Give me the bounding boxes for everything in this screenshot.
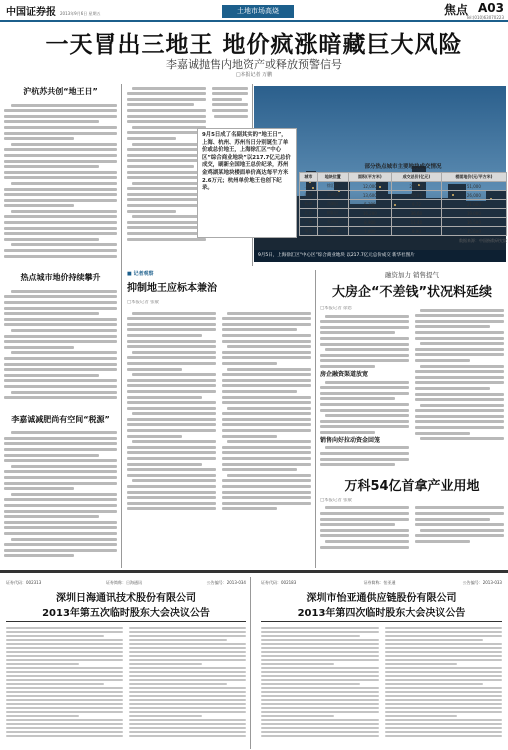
table-cell: 天河区 bbox=[317, 218, 348, 227]
table-grid bbox=[299, 172, 507, 236]
commentary-column bbox=[127, 270, 316, 568]
main-headline: 一天冒出三地王 地价疯涨暗藏巨大风险 bbox=[45, 32, 463, 58]
table-row bbox=[300, 209, 507, 218]
table-row bbox=[300, 200, 507, 209]
table-header-cell: 城市 bbox=[300, 173, 318, 182]
table-cell: 5,300 bbox=[348, 200, 391, 209]
second-article-text-b bbox=[415, 504, 504, 551]
notice-number: 公告编号：2013-033 bbox=[462, 580, 502, 585]
notice-codes bbox=[261, 580, 502, 586]
left-body-text-3 bbox=[4, 429, 117, 560]
table-cell: 11.40 bbox=[392, 218, 442, 227]
table-cell: 金鸡湖 bbox=[317, 191, 348, 200]
notice-body bbox=[6, 625, 246, 739]
right-subheading-2: 销售向好拉动资金回笼 bbox=[320, 436, 381, 444]
table-header-cell: 楼面地价(元/平方米) bbox=[441, 173, 506, 182]
notice-company-name: 深圳市怡亚通供应链股份有限公司 bbox=[306, 593, 457, 604]
middle-body-text-a bbox=[127, 84, 206, 243]
table-cell: 鼓楼区 bbox=[317, 227, 348, 236]
sub-headline: 李嘉诚抛售内地资产或释放预警信号 bbox=[166, 58, 342, 71]
notice-title: 2013年第四次临时股东大会决议公告 bbox=[297, 608, 466, 619]
table-cell: 21,000 bbox=[441, 200, 506, 209]
table-cell: 上海 bbox=[300, 182, 318, 191]
announcement-section bbox=[0, 570, 508, 750]
table-cell: 51,000 bbox=[441, 182, 506, 191]
newspaper-logo: 中国证券报 bbox=[6, 7, 56, 18]
table-cell: 西湖区 bbox=[317, 200, 348, 209]
table-cell: 8.90 bbox=[392, 227, 442, 236]
table-row bbox=[300, 227, 507, 236]
table-cell: 36.60 bbox=[392, 209, 442, 218]
stock-short-name: 证券简称：怡亚通 bbox=[363, 580, 396, 585]
table-cell: 26,000 bbox=[441, 191, 506, 200]
stock-code: 证券代码：002183 bbox=[261, 580, 297, 585]
section-name: 焦点 bbox=[443, 3, 468, 17]
right-article-kicker: 融资加力 销售提气 bbox=[384, 271, 440, 279]
table-cell: 广州 bbox=[300, 218, 318, 227]
table-cell: 20.85 bbox=[392, 191, 442, 200]
left-section-title-2: 热点城市地价持续攀升 bbox=[20, 273, 101, 283]
commentary-text-a bbox=[127, 309, 216, 513]
table-cell: 北京 bbox=[300, 209, 318, 218]
right-article-byline: □本报记者 徐恩 bbox=[320, 306, 352, 311]
land-deal-table bbox=[299, 162, 507, 250]
table-source-note: 数据来源：中国指数研究院 bbox=[459, 238, 507, 243]
table-cell: 9.72 bbox=[392, 200, 442, 209]
table-cell: 15,600 bbox=[441, 227, 506, 236]
table-row bbox=[300, 182, 507, 191]
table-cell: 16,200 bbox=[348, 209, 391, 218]
right-article-text-b bbox=[415, 306, 504, 469]
table-header-cell: 成交总价(亿元) bbox=[392, 173, 442, 182]
table-header-cell: 地块位置 bbox=[317, 173, 348, 182]
commentary-byline: □本报记者 张敏 bbox=[127, 300, 159, 305]
notice-company-name: 深圳日海通讯技术股份有限公司 bbox=[56, 593, 196, 604]
headline-byline: □本报记者 万鹏 bbox=[235, 72, 273, 78]
table-header-cell: 面积(平方米) bbox=[348, 173, 391, 182]
left-article-column bbox=[4, 84, 122, 568]
table-cell: 7,800 bbox=[348, 227, 391, 236]
right-article-column bbox=[320, 270, 504, 568]
notice-body bbox=[261, 625, 502, 739]
left-section-title-3: 李嘉诚减肥尚有空间“税源” bbox=[11, 414, 110, 424]
notice-codes bbox=[6, 580, 246, 586]
right-article-title: 大房企“不差钱”状况料延续 bbox=[331, 285, 493, 300]
table-row bbox=[300, 191, 507, 200]
commentary-title: 抑制地王应标本兼治 bbox=[127, 283, 217, 294]
commentary-label: ■ 记者观察 bbox=[127, 271, 154, 277]
header-phone: Tel:(010)63070223 bbox=[466, 15, 504, 20]
highlight-text: 9月5日成了名副其实的“地王日”，上海、杭州、苏州当日分别诞生了单价或总价地王，上海徐汇区“中心区”综合商业地块”以217.7亿元总价成交，刷新全国地王总价纪录，苏州金鸡湖某地块楼面单价高达每平方米2.6万元；杭州单价地王也创下纪录。 bbox=[202, 132, 291, 192]
table-cell: 杭州 bbox=[300, 200, 318, 209]
second-article-title: 万科54亿首拿产业用地 bbox=[344, 478, 480, 494]
highlight-box bbox=[197, 128, 297, 238]
table-title: 部分热点城市主要地块成交情况 bbox=[364, 164, 442, 170]
photo-caption: 9月5日，上海徐汇区“中心区”综合商业地块 以217.7亿元总价成交 新华社图片 bbox=[254, 250, 506, 262]
table-cell: 13,600 bbox=[348, 191, 391, 200]
page-header bbox=[0, 0, 508, 22]
page-number: A03 bbox=[478, 1, 504, 15]
table-row bbox=[300, 218, 507, 227]
right-article-text-a bbox=[320, 306, 409, 469]
notice-rihai bbox=[2, 577, 251, 749]
table-cell: 16,500 bbox=[441, 218, 506, 227]
table-cell: 12,000 bbox=[348, 182, 391, 191]
table-cell: 朝阳区 bbox=[317, 209, 348, 218]
table-cell: 8,900 bbox=[348, 218, 391, 227]
left-body-text-2 bbox=[4, 287, 117, 401]
section-ribbon: 土地市场高烧 bbox=[222, 5, 294, 18]
second-article-text-a bbox=[320, 504, 409, 551]
second-article-byline: □本报记者 张敏 bbox=[320, 497, 352, 503]
table-cell: 苏州 bbox=[300, 191, 318, 200]
commentary-text-b bbox=[222, 309, 311, 513]
notice-title: 2013年第五次临时股东大会决议公告 bbox=[42, 608, 210, 619]
notice-number: 公告编号：2013-034 bbox=[206, 580, 246, 585]
table-header-row bbox=[300, 173, 507, 182]
table-cell: 徐汇区 bbox=[317, 182, 348, 191]
table-cell: 19,000 bbox=[441, 209, 506, 218]
left-body-text-1 bbox=[4, 101, 117, 260]
table-cell: 南京 bbox=[300, 227, 318, 236]
stock-short-name: 证券简称：日海通讯 bbox=[106, 580, 142, 585]
table-cell: 217.70 bbox=[392, 182, 442, 191]
stock-code: 证券代码：002313 bbox=[6, 580, 42, 585]
header-date: 2013年9月6日 星期五 bbox=[60, 11, 101, 16]
notice-yiyatong bbox=[257, 577, 506, 749]
left-section-title-1: 沪杭苏共创“地王日” bbox=[23, 87, 98, 96]
right-subheading-1: 房企融资渠道放宽 bbox=[320, 370, 369, 378]
